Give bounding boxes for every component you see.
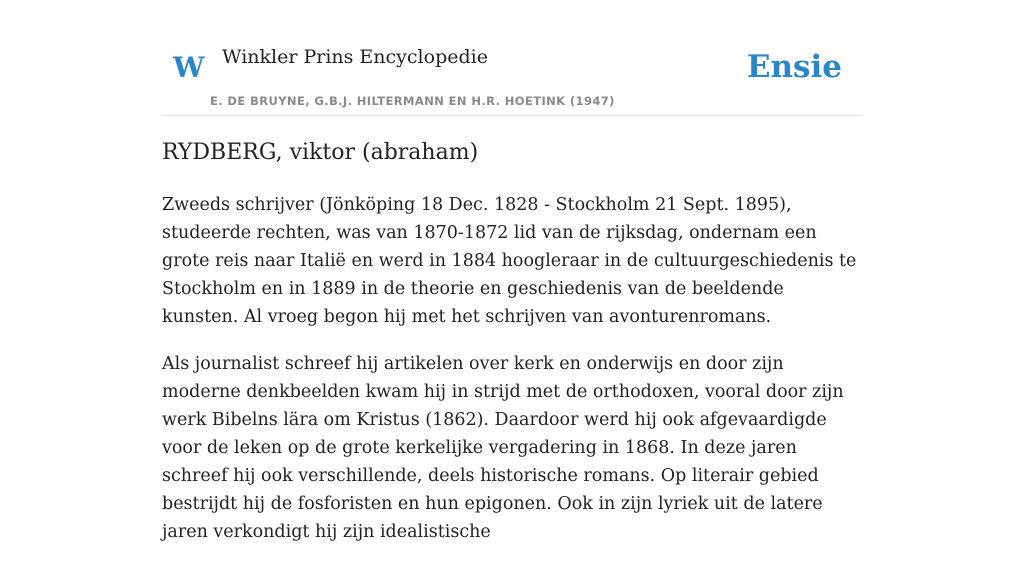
- encyclopedia-logo-icon[interactable]: W: [173, 51, 205, 84]
- ensie-logo-link[interactable]: Ensie: [746, 49, 842, 85]
- site-header: [162, 40, 862, 116]
- authors-line: E. DE BRUYNE, G.B.J. HILTERMANN EN H.R. HOETINK (1947): [210, 94, 615, 108]
- book-title-link[interactable]: Winkler Prins Encyclopedie: [222, 46, 488, 68]
- entry-title: RYDBERG, viktor (abraham): [162, 140, 479, 165]
- entry-body: [162, 191, 864, 565]
- entry-paragraph: Als journalist schreef hij artikelen over kerk en onderwijs en door zijn moderne denkbeelden kwam hij in strijd met de orthodoxen, vooral door zijn werk Bibelns lära om Kristus (1862). Daardoor werd hij ook afgevaardigde voor de leken op de grote kerkelijke vergadering in 1868. In deze jaren schreef hij ook verschillende, deels historische romans. Op literair gebied bestrijdt hij de fosforisten en hun epigonen. Ook in zijn lyriek uit de latere jaren verkondigt hij zijn idealistische: [162, 354, 844, 542]
- entry-paragraph: Zweeds schrijver (Jönköping 18 Dec. 1828 - Stockholm 21 Sept. 1895), studeerde rechten, was van 1870-1872 lid van de rijksdag, ondernam een grote reis naar Italië en werd in 1884 hoogleraar in de cultuurgeschiedenis te Stockholm en in 1889 in de theorie en geschiedenis van de beeldende kunsten. Al vroeg begon hij met het schrijven van avonturenromans.: [162, 195, 857, 327]
